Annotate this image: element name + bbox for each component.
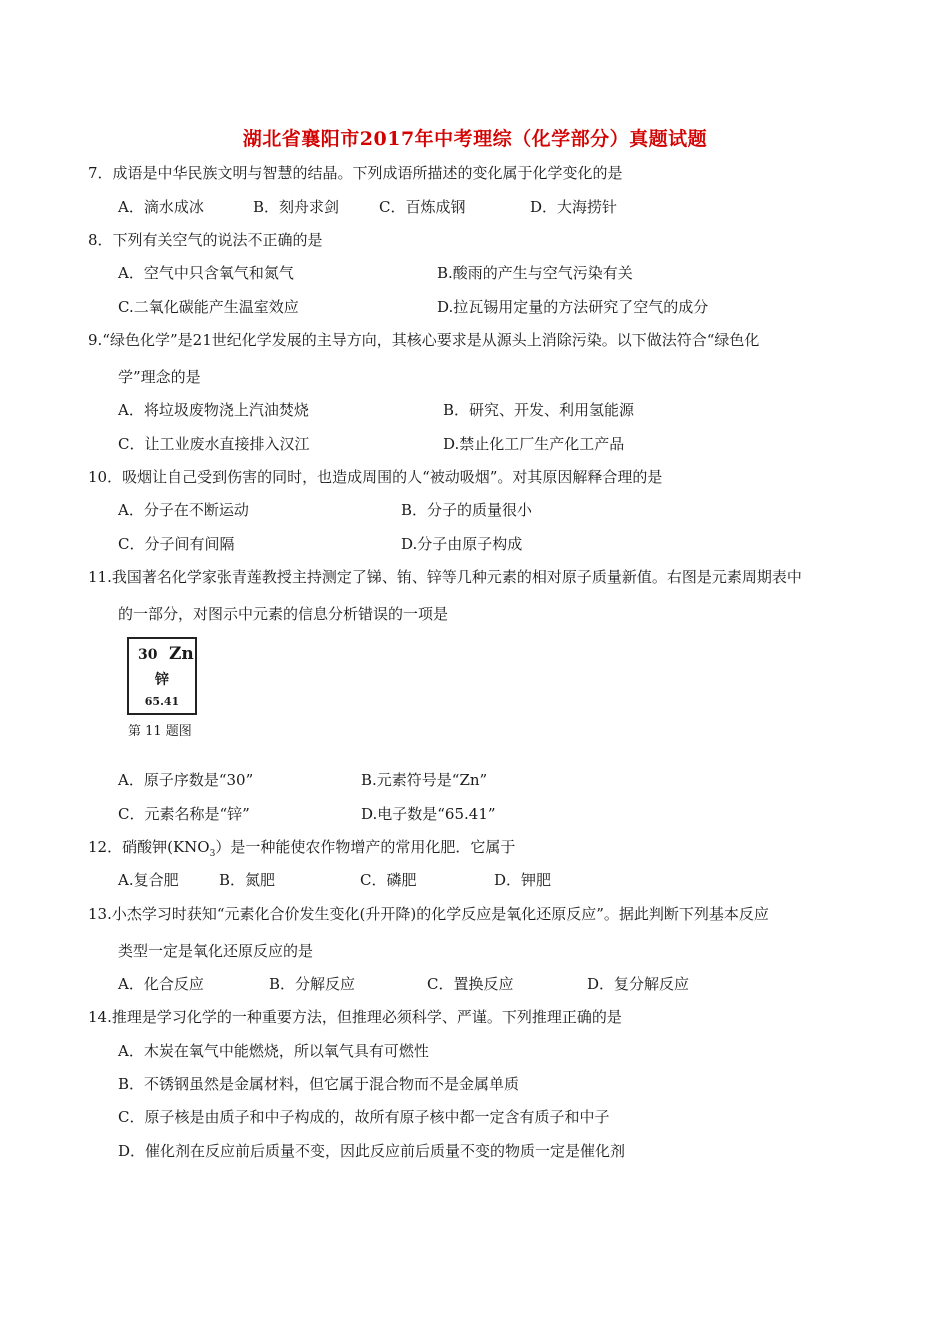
q14-option-d: D．催化剂在反应前后质量不变，因此反应前后质量不变的物质一定是催化剂 <box>118 1142 626 1160</box>
q8-option-b: B.酸雨的产生与空气污染有关 <box>437 264 633 282</box>
q10-stem: 10．吸烟让自己受到伤害的同时，也造成周围的人“被动吸烟”。对其原因解释合理的是 <box>88 468 663 486</box>
q13-stem-line2: 类型一定是氧化还原反应的是 <box>118 942 314 960</box>
q7-stem: 7．成语是中华民族文明与智慧的结晶。下列成语所描述的变化属于化学变化的是 <box>88 164 623 182</box>
q7-option-a: A．滴水成冰 <box>118 198 204 216</box>
q9-stem-line1: 9.“绿色化学”是21世纪化学发展的主导方向，其核心要求是从源头上消除污染。以下做法符合“绿色化 <box>88 331 760 349</box>
q10-option-d: D.分子由原子构成 <box>401 535 523 553</box>
atomic-number: 30 <box>138 647 158 663</box>
q14-option-a: A．木炭在氧气中能燃烧，所以氧气具有可燃性 <box>118 1042 429 1060</box>
atomic-mass: 65.41 <box>144 695 180 708</box>
q12-option-d: D．钾肥 <box>494 871 552 889</box>
q7-option-b: B．刻舟求剑 <box>253 198 340 216</box>
q11-stem-line2: 的一部分，对图示中元素的信息分析错误的一项是 <box>118 605 449 623</box>
q12-stem <box>88 837 515 864</box>
q11-option-b: B.元素符号是“Zn” <box>361 771 488 789</box>
q9-option-a: A．将垃圾废物浇上汽油焚烧 <box>118 401 309 419</box>
element-symbol: Zn <box>169 644 194 664</box>
periodic-table-cell <box>127 637 197 715</box>
q10-option-b: B．分子的质量很小 <box>401 501 533 519</box>
q11-option-c: C．元素名称是“锌” <box>118 805 250 823</box>
figure-caption: 第 11 题图 <box>128 724 192 739</box>
q7-option-d: D．大海捞针 <box>530 198 618 216</box>
q11-option-d: D.电子数是“65.41” <box>361 805 496 823</box>
q8-option-c: C.二氧化碳能产生温室效应 <box>118 298 299 316</box>
q13-option-b: B．分解反应 <box>269 975 356 993</box>
q8-option-a: A．空气中只含氧气和氮气 <box>118 264 294 282</box>
q13-option-c: C．置换反应 <box>427 975 514 993</box>
q12-stem-pre: 12．硝酸钾(KNO <box>88 838 210 856</box>
page-title: 湖北省襄阳市2017年中考理综（化学部分）真题试题 <box>242 128 708 150</box>
q11-option-a: A．原子序数是“30” <box>118 771 254 789</box>
q10-option-a: A．分子在不断运动 <box>118 501 249 519</box>
q11-stem-line1: 11.我国著名化学家张青莲教授主持测定了锑、铕、锌等几种元素的相对原子质量新值。右图是元素周期表中 <box>88 568 802 586</box>
q12-stem-post: ）是一种能使农作物增产的常用化肥．它属于 <box>215 838 516 856</box>
q9-stem-line2: 学”理念的是 <box>118 368 201 386</box>
q14-option-b: B．不锈钢虽然是金属材料，但它属于混合物而不是金属单质 <box>118 1075 520 1093</box>
q13-option-a: A．化合反应 <box>118 975 204 993</box>
q9-option-b: B．研究、开发、利用氢能源 <box>443 401 635 419</box>
q9-option-c: C．让工业废水直接排入汉江 <box>118 435 310 453</box>
q10-option-c: C．分子间有间隔 <box>118 535 235 553</box>
q12-stem-subscript: 3 <box>209 849 216 859</box>
q14-option-c: C．原子核是由质子和中子构成的，故所有原子核中都一定含有质子和中子 <box>118 1108 610 1126</box>
q14-stem: 14.推理是学习化学的一种重要方法，但推理必须科学、严谨。下列推理正确的是 <box>88 1008 622 1026</box>
q7-option-c: C．百炼成钢 <box>379 198 466 216</box>
q12-option-b: B．氮肥 <box>219 871 276 889</box>
q13-option-d: D．复分解反应 <box>587 975 690 993</box>
q9-option-d: D.禁止化工厂生产化工产品 <box>443 435 625 453</box>
q13-stem-line1: 13.小杰学习时获知“元素化合价发生变化(升开降)的化学反应是氧化还原反应”。据此判断下列基本反应 <box>88 905 769 923</box>
element-name: 锌 <box>155 672 169 688</box>
q8-option-d: D.拉瓦锡用定量的方法研究了空气的成分 <box>437 298 709 316</box>
q8-stem: 8．下列有关空气的说法不正确的是 <box>88 231 323 249</box>
q12-option-c: C．磷肥 <box>360 871 417 889</box>
q12-option-a: A.复合肥 <box>118 871 179 889</box>
